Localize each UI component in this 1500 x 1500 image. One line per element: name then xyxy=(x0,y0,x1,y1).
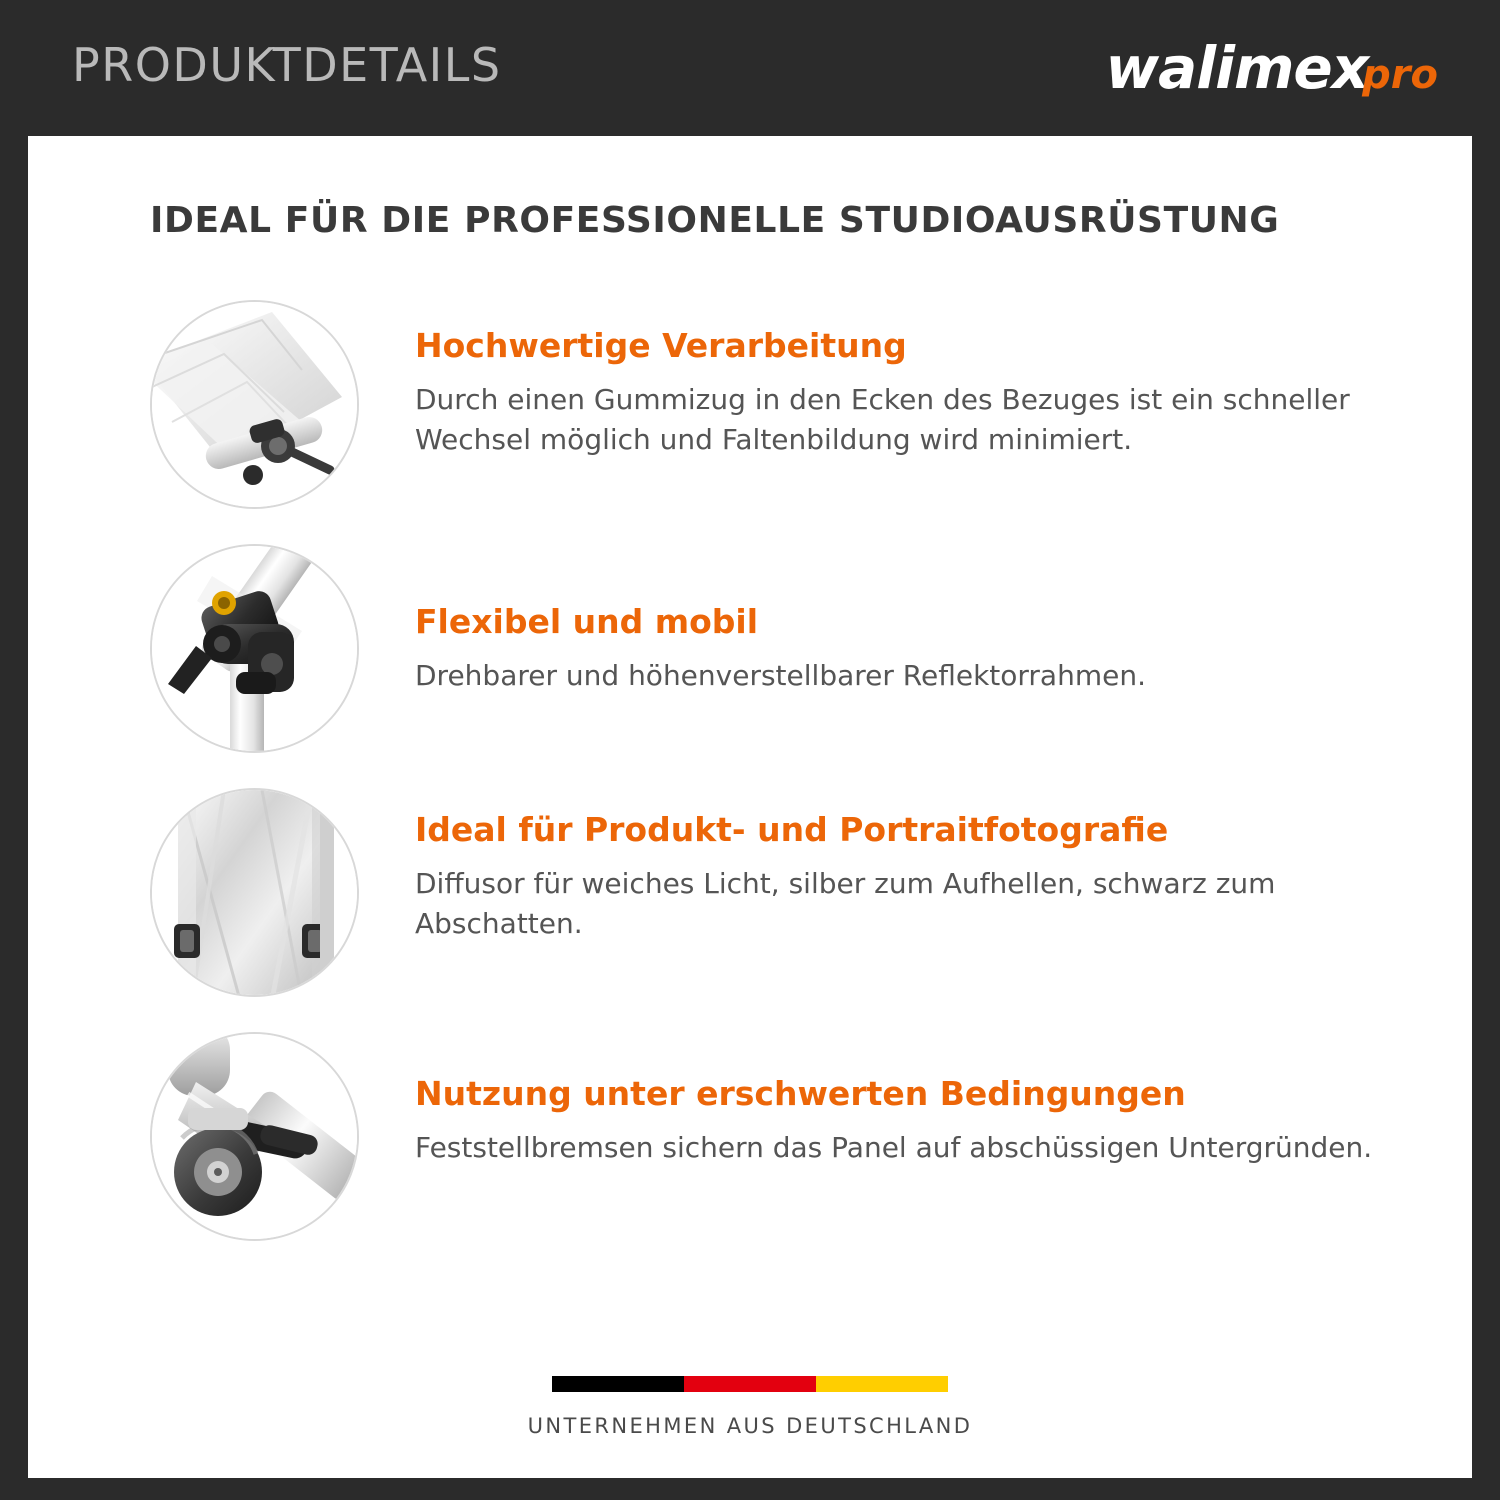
feature-title: Flexibel und mobil xyxy=(415,602,759,641)
feature-text-block xyxy=(359,300,1380,460)
feature-description: Feststellbremsen sichern das Panel auf abschüssigen Untergründen. xyxy=(415,1131,1373,1165)
feature-description: Drehbarer und höhenverstellbarer Reflektorrahmen. xyxy=(415,659,1146,693)
feature-text-block xyxy=(359,788,1380,944)
list-item xyxy=(150,1032,1380,1242)
flag-stripe-gold xyxy=(816,1376,948,1392)
page-title: PRODUKTDETAILS xyxy=(72,38,502,92)
flag-stripe-red xyxy=(684,1376,816,1392)
footer-caption: UNTERNEHMEN AUS DEUTSCHLAND xyxy=(527,1414,973,1438)
german-flag-icon xyxy=(552,1376,948,1392)
reflector-cover-corner-photo xyxy=(150,300,359,509)
feature-title: Ideal für Produkt- und Portraitfotografie xyxy=(415,810,1169,849)
list-item xyxy=(150,300,1380,510)
feature-title: Nutzung unter erschwerten Bedingungen xyxy=(415,1074,1186,1113)
bottom-bar xyxy=(0,1478,1500,1500)
brand-name: walimex xyxy=(1105,34,1369,102)
silver-reflector-panel-photo xyxy=(150,788,359,997)
feature-text-block xyxy=(359,544,1380,696)
list-item xyxy=(150,544,1380,754)
caster-wheel-brake-photo xyxy=(150,1032,359,1241)
page-footer xyxy=(28,1376,1472,1438)
swivel-joint-clamp-photo xyxy=(150,544,359,753)
feature-text-block xyxy=(359,1032,1380,1168)
page-header xyxy=(0,0,1500,136)
feature-list xyxy=(150,300,1380,1276)
feature-description: Durch einen Gummizug in den Ecken des Bezuges ist ein schneller Wechsel möglich und Faltenbildung wird minimiert. xyxy=(415,383,1350,456)
list-item xyxy=(150,788,1380,998)
flag-stripe-black xyxy=(552,1376,684,1392)
feature-title: Hochwertige Verarbeitung xyxy=(415,326,907,365)
feature-description: Diffusor für weiches Licht, silber zum Aufhellen, schwarz zum Abschatten. xyxy=(415,867,1276,940)
walimex-pro-logo xyxy=(1105,34,1438,102)
brand-suffix: pro xyxy=(1362,52,1438,98)
section-heading: IDEAL FÜR DIE PROFESSIONELLE STUDIOAUSRÜSTUNG xyxy=(150,200,1280,241)
